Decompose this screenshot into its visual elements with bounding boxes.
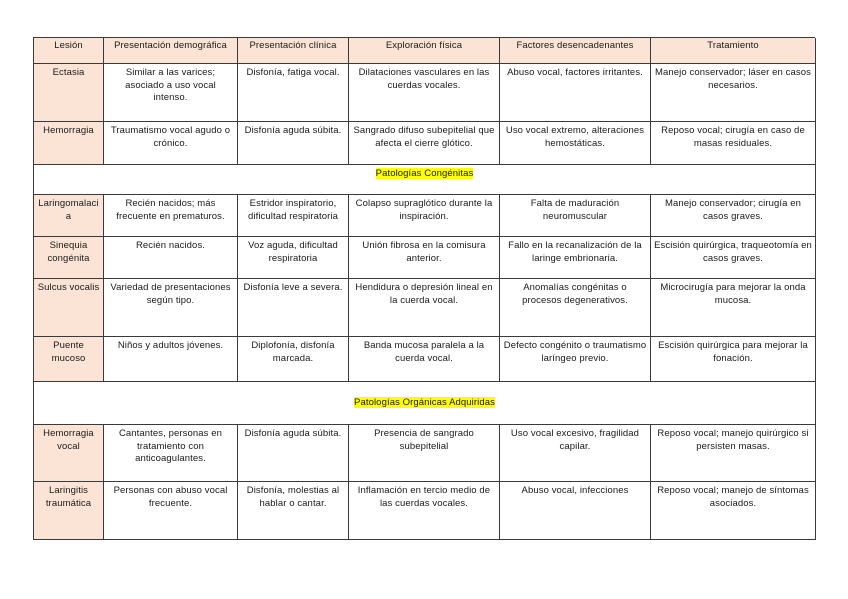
table-cell: Falta de maduración neuromuscular <box>500 195 651 237</box>
table-cell: Niños y adultos jóvenes. <box>104 337 238 382</box>
table-cell: Hendidura o depresión lineal en la cuerda vocal. <box>349 279 500 337</box>
table-cell: Microcirugía para mejorar la onda mucosa. <box>651 279 816 337</box>
table-cell: Disfonía, molestias al hablar o cantar. <box>238 482 349 540</box>
section-row-congenital <box>34 165 816 195</box>
header-clinical: Presentación clínica <box>238 38 349 64</box>
table-cell: Diplofonía, disfonía marcada. <box>238 337 349 382</box>
table-cell-lesion: Puente mucoso <box>34 337 104 382</box>
table-cell: Manejo conservador; cirugía en casos graves. <box>651 195 816 237</box>
table-cell: Reposo vocal; manejo de síntomas asociados. <box>651 482 816 540</box>
table-cell: Disfonía aguda súbita. <box>238 425 349 482</box>
section-title: Patologías Congénitas <box>375 168 474 179</box>
table-cell: Reposo vocal; cirugía en caso de masas residuales. <box>651 122 816 165</box>
table-cell: Presencia de sangrado subepitelial <box>349 425 500 482</box>
table-cell: Anomalías congénitas o procesos degenerativos. <box>500 279 651 337</box>
table-cell: Reposo vocal; manejo quirúrgico si persisten masas. <box>651 425 816 482</box>
table-cell: Banda mucosa paralela a la cuerda vocal. <box>349 337 500 382</box>
table-cell: Uso vocal extremo, alteraciones hemostáticas. <box>500 122 651 165</box>
table-cell: Fallo en la recanalización de la laringe embrionaria. <box>500 237 651 279</box>
table-cell: Disfonía aguda súbita. <box>238 122 349 165</box>
table-cell: Defecto congénito o traumatismo laríngeo previo. <box>500 337 651 382</box>
table-cell: Cantantes, personas en tratamiento con anticoagulantes. <box>104 425 238 482</box>
table-cell: Escisión quirúrgica para mejorar la fonación. <box>651 337 816 382</box>
table-cell: Personas con abuso vocal frecuente. <box>104 482 238 540</box>
header-demographic: Presentación demográfica <box>104 38 238 64</box>
table-cell: Uso vocal excesivo, fragilidad capilar. <box>500 425 651 482</box>
table-cell: Estridor inspiratorio, dificultad respiratoria <box>238 195 349 237</box>
table-cell-lesion: Sulcus vocalis <box>34 279 104 337</box>
table-cell: Dilataciones vasculares en las cuerdas vocales. <box>349 64 500 122</box>
table-cell: Disfonía leve a severa. <box>238 279 349 337</box>
table-cell: Recién nacidos. <box>104 237 238 279</box>
table-cell: Inflamación en tercio medio de las cuerdas vocales. <box>349 482 500 540</box>
section-title: Patologías Orgánicas Adquiridas <box>354 397 495 408</box>
table-cell: Unión fibrosa en la comisura anterior. <box>349 237 500 279</box>
table-cell: Sangrado difuso subepitelial que afecta el cierre glótico. <box>349 122 500 165</box>
table-cell: Escisión quirúrgica, traqueotomía en casos graves. <box>651 237 816 279</box>
table-cell: Traumatismo vocal agudo o crónico. <box>104 122 238 165</box>
header-triggers: Factores desencadenantes <box>500 38 651 64</box>
table-cell: Abuso vocal, factores irritantes. <box>500 64 651 122</box>
header-lesion: Lesión <box>34 38 104 64</box>
table-cell: Manejo conservador; láser en casos necesarios. <box>651 64 816 122</box>
table-cell-lesion: Ectasia <box>34 64 104 122</box>
section-row-acquired <box>34 382 816 425</box>
table-cell: Abuso vocal, infecciones <box>500 482 651 540</box>
header-exploration: Exploración física <box>349 38 500 64</box>
table-cell-lesion: Hemorragia vocal <box>34 425 104 482</box>
table-cell-lesion: Hemorragia <box>34 122 104 165</box>
header-treatment: Tratamiento <box>651 38 816 64</box>
table-cell: Recién nacidos; más frecuente en prematuros. <box>104 195 238 237</box>
table-cell-lesion: Laringitis traumática <box>34 482 104 540</box>
table-cell: Disfonía, fatiga vocal. <box>238 64 349 122</box>
table-cell: Similar a las varices; asociado a uso vocal intenso. <box>104 64 238 122</box>
table-cell-lesion: Sinequia congénita <box>34 237 104 279</box>
table-cell-lesion: Laringomalacia <box>34 195 104 237</box>
table-cell: Variedad de presentaciones según tipo. <box>104 279 238 337</box>
pathology-table <box>33 37 815 540</box>
table-cell: Colapso supraglótico durante la inspiración. <box>349 195 500 237</box>
table-cell: Voz aguda, dificultad respiratoria <box>238 237 349 279</box>
